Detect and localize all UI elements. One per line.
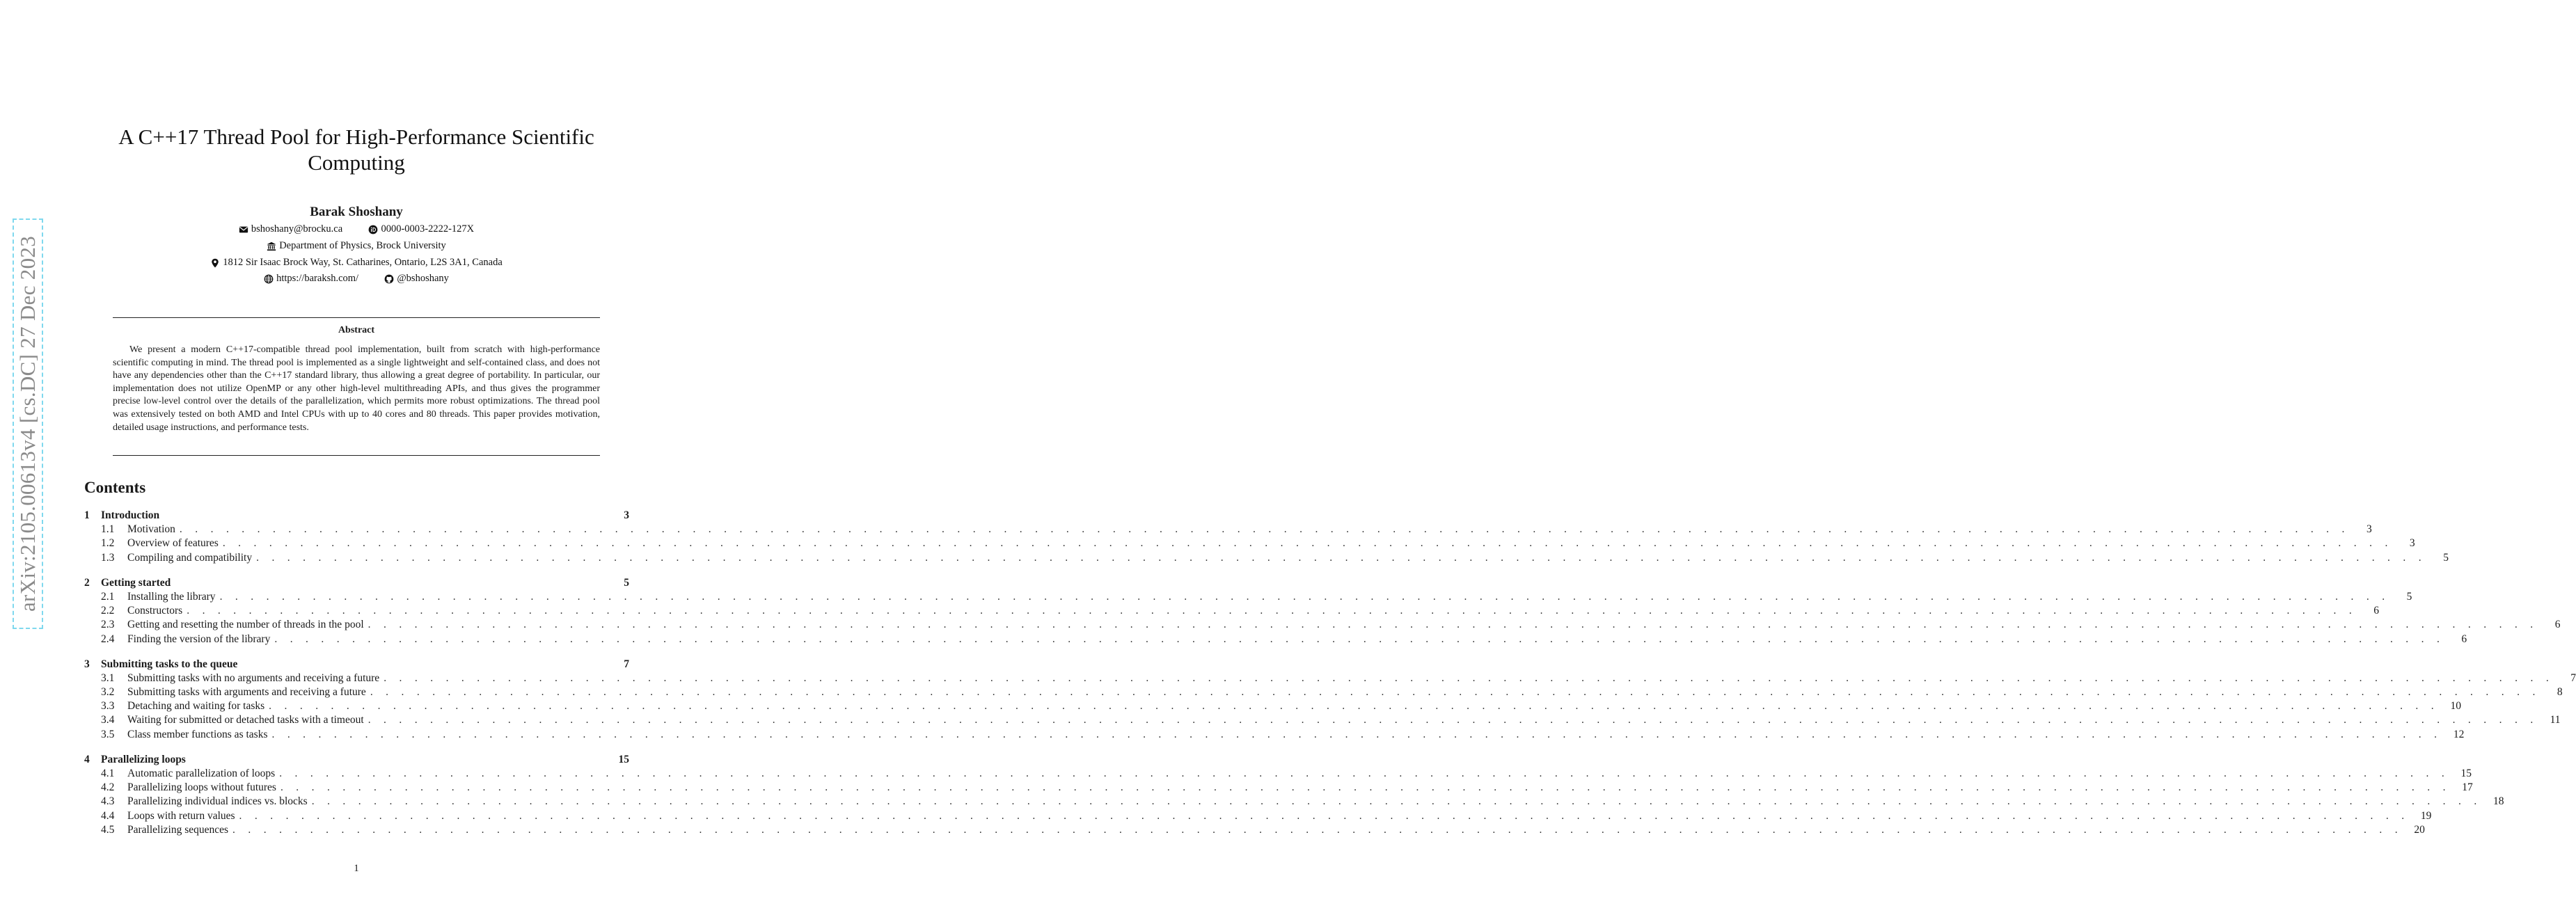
map-marker-icon xyxy=(210,258,220,268)
toc-section xyxy=(84,509,2449,566)
toc-leader-dots: . . . . . . . . . . . . . . . . . . . . . . . . . . . . . . . . . . . . . . . . . . . . . . . . . . . . . . . . . . . . . . . . . . . . . . . . . . . . . . . . . . . . . . . . . . . . . . . . . . . . . . . . . . . . . . . . . . . . . . . . . . . . . . . . . . . . . . . . . . . . xyxy=(239,809,2410,822)
toc-subsection-title: Detaching and waiting for tasks xyxy=(127,700,265,713)
toc-subsection-entry[interactable] xyxy=(84,537,2415,551)
toc-subsection-number: 3.5 xyxy=(101,728,115,740)
toc-subsection-entry[interactable] xyxy=(84,809,2432,824)
toc-subsection-number: 3.1 xyxy=(101,671,115,684)
toc-subsection-title: Submitting tasks with arguments and receiving a future xyxy=(127,686,366,699)
envelope-icon xyxy=(239,225,248,235)
toc-subsection-title: Parallelizing individual indices vs. blocks xyxy=(127,795,308,808)
toc-subsection-number: 4.1 xyxy=(101,768,115,779)
toc-page-number: 5 xyxy=(2406,590,2412,603)
toc-subsection-number: 1.2 xyxy=(101,537,115,550)
toc-section-title: Parallelizing loops xyxy=(101,753,186,765)
toc-leader-dots: . . . . . . . . . . . . . . . . . . . . . . . . . . . . . . . . . . . . . . . . . . . . . . . . . . . . . . . . . . . . . . . . . . . . . . . . . . . . . . . . . . . . . . . . . . . . . . . . . . . . . . . . . . . . . . . . . . . . . . . . . . . . . . . . . . . . . . . . . . . . xyxy=(280,781,2451,794)
orcid-text: 0000-0003-2222-127X xyxy=(381,223,475,235)
toc-subsection-title: Constructors xyxy=(127,605,183,617)
toc-subsection-number: 2.2 xyxy=(101,605,115,617)
toc-subsection-entry[interactable] xyxy=(84,768,2472,781)
address-text: 1812 Sir Isaac Brock Way, St. Catharines, Ontario, L2S 3A1, Canada xyxy=(223,257,503,268)
toc-page-number: 15 xyxy=(618,753,629,765)
website-link[interactable] xyxy=(264,273,358,285)
toc-page-number: 20 xyxy=(2414,823,2425,836)
toc-page-number: 7 xyxy=(2570,671,2576,684)
toc-subsection-number: 2.3 xyxy=(101,619,115,631)
toc-subsection-number: 4.5 xyxy=(101,823,115,836)
orcid-item[interactable] xyxy=(368,223,474,235)
toc-leader-dots: . . . . . . . . . . . . . . . . . . . . . . . . . . . . . . . . . . . . . . . . . . . . . . . . . . . . . . . . . . . . . . . . . . . . . . . . . . . . . . . . . . . . . . . . . . . . . . . . . . . . . . . . . . . . . . . . . . . . . . . . . . . . . . . . . . . . . . . . . . . . xyxy=(368,619,2538,631)
abstract-top-rule xyxy=(113,317,600,318)
toc-page-number: 6 xyxy=(2373,605,2380,617)
toc-leader-dots: . . . . . . . . . . . . . . . . . . . . . . . . . . . . . . . . . . . . . . . . . . . . . . . . . . . . . . . . . . . . . . . . . . . . . . . . . . . . . . . . . . . . . . . . . . . . . . . . . . . . . . . . . . . . . . . . . . . . . . . . . . . . . . . . . . . . . . . . . . . . xyxy=(368,714,2538,726)
toc-leader-dots: . . . . . . . . . . . . . . . . . . . . . . . . . . . . . . . . . . . . . . . . . . . . . . . . . . . . . . . . . . . . . . . . . . . . . . . . . . . . . . . . . . . . . . . . . . . . . . . . . . . . . . . . . . . . . . . . . . . . . . . . . . . . . . . . . . . . . . . . . . . . xyxy=(274,633,2445,645)
toc-leader-dots: . . . . . . . . . . . . . . . . . . . . . . . . . . . . . . . . . . . . . . . . . . . . . . . . . . . . . . . . . . . . . . . . . . . . . . . . . . . . . . . . . . . . . . . . . . . . . . . . . . . . . . . . . . . . . . . . . . . . . . . . . . . . . . . . . . . . . . . . . . . . xyxy=(232,823,2403,836)
toc-subsection-entry[interactable] xyxy=(84,714,2561,728)
toc-subsection-entry[interactable] xyxy=(84,605,2380,619)
toc-subsection-entry[interactable] xyxy=(84,551,2449,566)
toc-subsection-title: Class member functions as tasks xyxy=(127,728,268,740)
toc-subsection-entry[interactable] xyxy=(84,686,2563,700)
toc-subsection-title: Submitting tasks with no arguments and receiving a future xyxy=(127,671,380,684)
toc-page-number: 5 xyxy=(2443,551,2449,564)
toc-leader-dots: . . . . . . . . . . . . . . . . . . . . . . . . . . . . . . . . . . . . . . . . . . . . . . . . . . . . . . . . . . . . . . . . . . . . . . . . . . . . . . . . . . . . . . . . . . . . . . . . . . . . . . . . . . . . . . . . . . . . . . . . . . . . . . . . . . . . . . . . . . . . xyxy=(271,728,2442,740)
toc-leader-dots: . . . . . . . . . . . . . . . . . . . . . . . . . . . . . . . . . . . . . . . . . . . . . . . . . . . . . . . . . . . . . . . . . . . . . . . . . . . . . . . . . . . . . . . . . . . . . . . . . . . . . . . . . . . . . . . . . . . . . . . . . . . . . . . . . . . . . . . . . . . . xyxy=(311,795,2482,808)
website-text: https://baraksh.com/ xyxy=(276,273,359,284)
toc-subsection-title: Waiting for submitted or detached tasks with a timeout xyxy=(127,714,364,726)
toc-subsection-title: Motivation xyxy=(127,523,175,536)
toc-subsection-title: Parallelizing sequences xyxy=(127,823,229,836)
email-text: bshoshany@brocku.ca xyxy=(251,223,343,235)
toc-section-number: 4 xyxy=(84,753,90,765)
toc-leader-dots: . . . . . . . . . . . . . . . . . . . . . . . . . . . . . . . . . . . . . . . . . . . . . . . . . . . . . . . . . . . . . . . . . . . . . . . . . . . . . . . . . . . . . . . . . . . . . . . . . . . . . . . . . . . . . . . . . . . . . . . . . . . . . . . . . . . . . . . . . . . . xyxy=(256,551,2426,564)
github-link[interactable] xyxy=(384,273,449,285)
toc-section-entry[interactable] xyxy=(84,509,629,523)
toc-section-title: Introduction xyxy=(101,509,160,521)
toc-page-number: 5 xyxy=(624,576,629,589)
toc-leader-dots: . . . . . . . . . . . . . . . . . . . . . . . . . . . . . . . . . . . . . . . . . . . . . . . . . . . . . . . . . . . . . . . . . . . . . . . . . . . . . . . . . . . . . . . . . . . . . . . . . . . . . . . . . . . . . . . . . . . . . . . . . . . . . . . . . . . . . . . . . . . . xyxy=(370,686,2541,699)
toc-subsection-entry[interactable] xyxy=(84,633,2467,647)
table-of-contents xyxy=(84,509,2576,849)
abstract-bottom-rule xyxy=(113,455,600,456)
toc-section-number: 2 xyxy=(84,576,90,589)
toc-subsection-entry[interactable] xyxy=(84,728,2465,742)
toc-page-number: 17 xyxy=(2462,781,2473,794)
toc-leader-dots: . . . . . . . . . . . . . . . . . . . . . . . . . . . . . . . . . . . . . . . . . . . . . . . . . . . . . . . . . . . . . . . . . . . . . . . . . . . . . . . . . . . . . . . . . . . . . . . . . . . . . . . . . . . . . . . . . . . . . . . . . . . . . . . . . . . . . . . . . . . . xyxy=(179,523,2350,536)
address-line xyxy=(0,257,713,271)
toc-leader-dots: . . . . . . . . . . . . . . . . . . . . . . . . . . . . . . . . . . . . . . . . . . . . . . . . . . . . . . . . . . . . . . . . . . . . . . . . . . . . . . . . . . . . . . . . . . . . . . . . . . . . . . . . . . . . . . . . . . . . . . . . . . . . . . . . . . . . . . . . . . . . xyxy=(222,537,2393,550)
toc-page-number: 15 xyxy=(2460,768,2472,779)
toc-section-number: 3 xyxy=(84,658,90,670)
page-number: 1 xyxy=(354,863,359,874)
toc-page-number: 7 xyxy=(624,658,629,670)
toc-section xyxy=(84,658,2576,742)
toc-leader-dots: . . . . . . . . . . . . . . . . . . . . . . . . . . . . . . . . . . . . . . . . . . . . . . . . . . . . . . . . . . . . . . . . . . . . . . . . . . . . . . . . . . . . . . . . . . . . . . . . . . . . . . . . . . . . . . . . . . . . . . . . . . . . . . . . . . . . . . . . . . . . xyxy=(219,590,2390,603)
affiliation-line xyxy=(0,240,713,255)
toc-subsection-number: 1.3 xyxy=(101,551,115,564)
toc-section-entry[interactable] xyxy=(84,658,629,672)
toc-subsection-title: Parallelizing loops without futures xyxy=(127,781,276,794)
toc-subsection-number: 2.4 xyxy=(101,633,115,645)
toc-subsection-number: 2.1 xyxy=(101,590,115,603)
arxiv-identifier: arXiv:2105.00613v4 [cs.DC] 27 Dec 2023 xyxy=(15,235,40,612)
toc-subsection-title: Automatic parallelization of loops xyxy=(127,768,276,779)
toc-subsection-entry[interactable] xyxy=(84,619,2561,633)
toc-subsection-number: 4.2 xyxy=(101,781,115,794)
toc-page-number: 11 xyxy=(2550,714,2561,726)
toc-page-number: 19 xyxy=(2420,809,2432,822)
links-line xyxy=(0,273,713,287)
contact-line xyxy=(0,223,713,238)
toc-page-number: 3 xyxy=(2366,523,2372,536)
toc-subsection-entry[interactable] xyxy=(84,700,2461,714)
toc-leader-dots: . . . . . . . . . . . . . . . . . . . . . . . . . . . . . . . . . . . . . . . . . . . . . . . . . . . . . . . . . . . . . . . . . . . . . . . . . . . . . . . . . . . . . . . . . . . . . . . . . . . . . . . . . . . . . . . . . . . . . . . . . . . . . . . . . . . . . . . . . . . . xyxy=(187,605,2357,617)
toc-subsection-entry[interactable] xyxy=(84,795,2504,809)
toc-subsection-number: 3.2 xyxy=(101,686,115,699)
toc-subsection-entry[interactable] xyxy=(84,671,2576,686)
toc-subsection-title: Loops with return values xyxy=(127,809,235,822)
github-icon xyxy=(384,274,394,284)
toc-section-entry[interactable] xyxy=(84,577,629,591)
toc-subsection-number: 4.3 xyxy=(101,795,115,808)
orcid-icon xyxy=(368,225,378,235)
affiliation-text: Department of Physics, Brock University xyxy=(279,240,446,251)
toc-subsection-title: Compiling and compatibility xyxy=(127,551,253,564)
toc-subsection-title: Finding the version of the library xyxy=(127,633,271,645)
toc-section-entry[interactable] xyxy=(84,754,629,768)
globe-icon xyxy=(264,274,274,284)
toc-subsection-title: Overview of features xyxy=(127,537,219,550)
toc-subsection-entry[interactable] xyxy=(84,590,2412,605)
abstract-heading: Abstract xyxy=(338,325,375,335)
toc-section-title: Submitting tasks to the queue xyxy=(101,658,238,670)
toc-page-number: 12 xyxy=(2453,728,2465,740)
toc-page-number: 3 xyxy=(624,509,629,521)
university-icon xyxy=(267,241,276,251)
toc-page-number: 3 xyxy=(2409,537,2415,550)
toc-page-number: 8 xyxy=(2557,686,2563,699)
toc-page-number: 6 xyxy=(2461,633,2467,645)
email-item[interactable] xyxy=(239,223,342,235)
toc-subsection-number: 3.4 xyxy=(101,714,115,726)
toc-subsection-number: 1.1 xyxy=(101,523,115,536)
toc-page-number: 18 xyxy=(2493,795,2504,808)
paper-title: A C++17 Thread Pool for High-Performance Scientific Computing xyxy=(118,125,594,175)
toc-section-title: Getting started xyxy=(101,576,171,589)
toc-leader-dots: . . . . . . . . . . . . . . . . . . . . . . . . . . . . . . . . . . . . . . . . . . . . . . . . . . . . . . . . . . . . . . . . . . . . . . . . . . . . . . . . . . . . . . . . . . . . . . . . . . . . . . . . . . . . . . . . . . . . . . . . . . . . . . . . . . . . . . . . . . . . xyxy=(279,768,2450,779)
author-name: Barak Shoshany xyxy=(310,205,403,219)
toc-subsection-number: 3.3 xyxy=(101,700,115,713)
toc-subsection-title: Getting and resetting the number of threads in the pool xyxy=(127,619,364,631)
github-text: @bshoshany xyxy=(397,273,449,284)
toc-page-number: 6 xyxy=(2554,619,2561,631)
toc-leader-dots: . . . . . . . . . . . . . . . . . . . . . . . . . . . . . . . . . . . . . . . . . . . . . . . . . . . . . . . . . . . . . . . . . . . . . . . . . . . . . . . . . . . . . . . . . . . . . . . . . . . . . . . . . . . . . . . . . . . . . . . . . . . . . . . . . . . . . . . . . . . . xyxy=(269,700,2439,713)
toc-leader-dots: . . . . . . . . . . . . . . . . . . . . . . . . . . . . . . . . . . . . . . . . . . . . . . . . . . . . . . . . . . . . . . . . . . . . . . . . . . . . . . . . . . . . . . . . . . . . . . . . . . . . . . . . . . . . . . . . . . . . . . . . . . . . . . . . . . . . . . . . . . . . xyxy=(384,671,2554,684)
toc-page-number: 10 xyxy=(2450,700,2461,713)
toc-subsection-entry[interactable] xyxy=(84,781,2473,795)
contents-heading: Contents xyxy=(84,479,146,496)
toc-section xyxy=(84,576,2561,647)
toc-section xyxy=(84,753,2504,838)
toc-section-number: 1 xyxy=(84,509,90,521)
toc-subsection-entry[interactable] xyxy=(84,523,2372,537)
toc-subsection-number: 4.4 xyxy=(101,809,115,822)
abstract-text: We present a modern C++17-compatible thread pool implementation, built from scratch with high-performance scientific computing in mind. The thread pool is implemented as a single lightweight and self-contained class, and does not have any dependencies other than the C++17 standard library, thus allowing a great degree of portability. In particular, our implementation does not utilize OpenMP or any other high-level multithreading APIs, and thus gives the programmer precise low-level control over the details of the parallelization, which permits more robust optimizations. The thread pool was extensively tested on both AMD and Intel CPUs with up to 40 cores and 80 threads. This paper provides motivation, detailed usage instructions, and performance tests. xyxy=(113,344,600,433)
toc-subsection-title: Installing the library xyxy=(127,590,216,603)
toc-subsection-entry[interactable] xyxy=(84,823,2425,838)
